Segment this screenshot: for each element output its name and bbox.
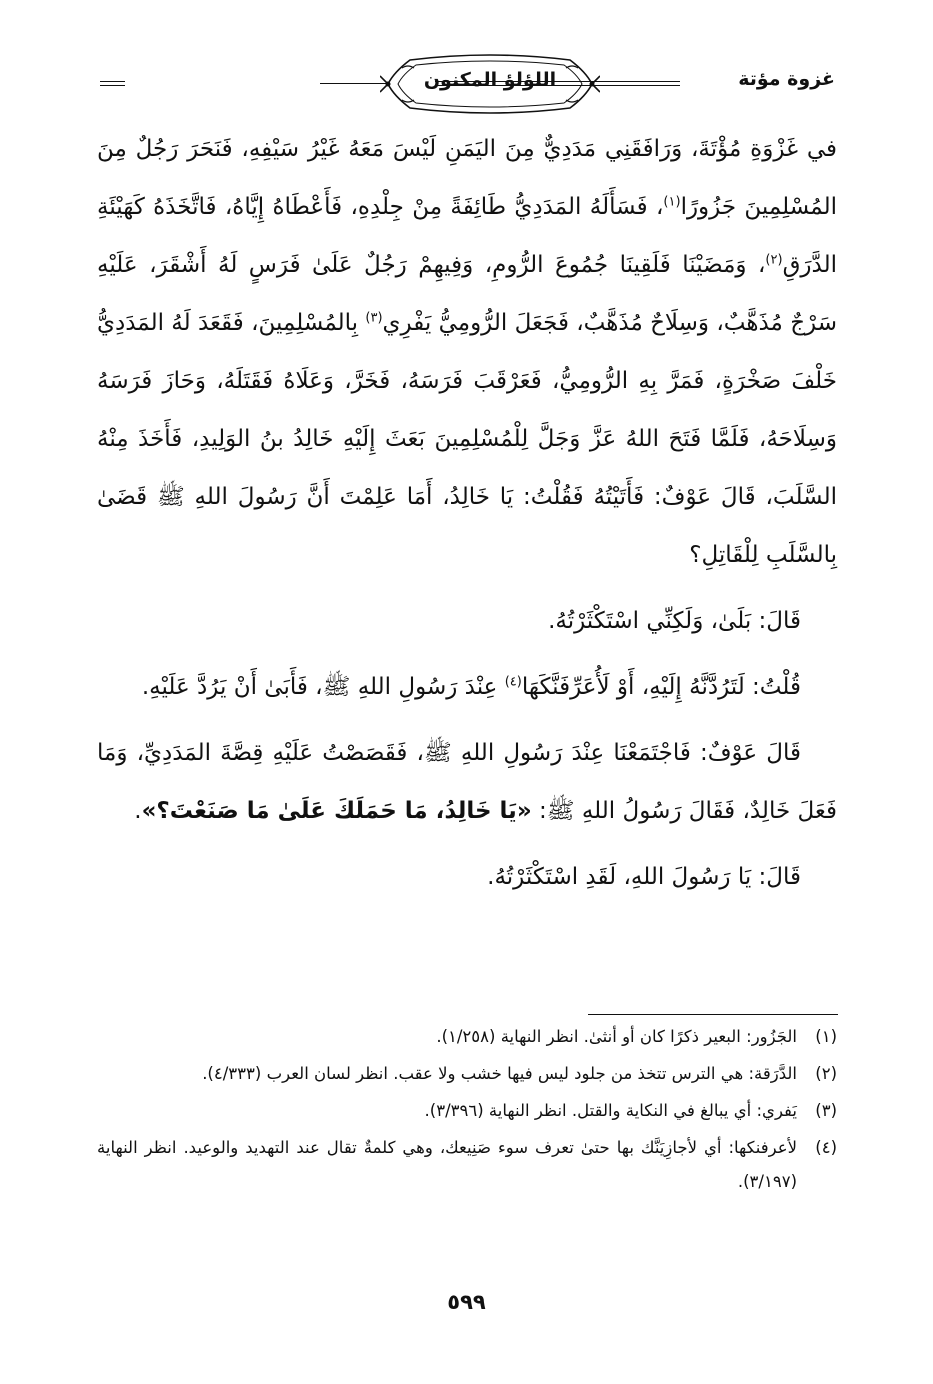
running-header xyxy=(100,52,835,122)
footnote-ref: (٤) xyxy=(504,674,522,690)
text-segment: قُلْتُ: لَتَرُدَّنَّهُ إِلَيْهِ، أَوْ لَأُعَرِّفَنَّكَهَا xyxy=(521,674,801,700)
footnote-ref: (٣) xyxy=(365,310,383,326)
footnotes xyxy=(97,1020,837,1202)
footnote xyxy=(97,1020,837,1054)
footnote-text: لأعرفنكها: أي لأجازِيَنَّك بها حتىٰ تعرف سوء صَنِيعك، وهي كلمةٌ تقال عند التهديد والوعيد. انظر النهاية (٣/١٩٧). xyxy=(97,1138,797,1191)
footnote-text: يَفري: أي يبالغ في النكاية والقتل. انظر النهاية (٣/٣٩٦). xyxy=(424,1101,797,1120)
text-segment: . xyxy=(134,798,142,824)
footnote xyxy=(97,1131,837,1199)
book-title: اللؤلؤ المكنون xyxy=(423,69,557,91)
footnote-number: (١) xyxy=(815,1027,837,1046)
text-segment: قَالَ عَوْفٌ: فَاجْتَمَعْنَا عِنْدَ رَسُولِ اللهِ ﷺ، فَقَصَصْتُ عَلَيْهِ قِصَّةَ المَدَدِيِّ، وَمَا فَعَلَ خَالِدٌ، فَقَالَ رَسُولُ اللهِ ﷺ: xyxy=(97,740,837,824)
main-text xyxy=(97,120,837,906)
footnote-separator xyxy=(588,1014,838,1015)
hadith-quote: «يَا خَالِدُ، مَا حَمَلَكَ عَلَىٰ مَا صَنَعْتَ؟» xyxy=(141,798,532,824)
footnote xyxy=(97,1057,837,1091)
book-title-ornament xyxy=(380,52,600,116)
footnote-ref: (٢) xyxy=(765,252,783,268)
paragraph xyxy=(97,658,837,716)
text-segment: ، وَمَضَيْنَا فَلَقِينَا جُمُوعَ الرُّومِ، وَفِيهِمْ رَجُلٌ عَلَىٰ فَرَسٍ لَهُ أَشْقَرَ، عَلَيْهِ سَرْجٌ مُذَهَّبٌ، وَسِلَاحٌ مُذَهَّبٌ، فَجَعَلَ الرُّومِيُّ يَفْرِي xyxy=(97,252,837,336)
paragraph xyxy=(97,724,837,840)
text-segment: في غَزْوَةِ مُؤْتَةَ، وَرَافَقَنِي مَدَدِيٌّ مِنَ اليَمَنِ لَيْسَ مَعَهُ غَيْرُ سَيْفِهِ، فَنَحَرَ رَجُلٌ مِنَ المُسْلِمِينَ جَزُورًا xyxy=(97,136,837,220)
text-segment: قَالَ: بَلَىٰ، وَلَكِنِّي اسْتَكْثَرْتُهُ. xyxy=(548,608,801,634)
paragraph xyxy=(97,592,837,650)
paragraph xyxy=(97,120,837,584)
footnote-number: (٤) xyxy=(815,1138,837,1157)
paragraph xyxy=(97,848,837,906)
footnote xyxy=(97,1094,837,1128)
text-segment: قَالَ: يَا رَسُولَ اللهِ، لَقَدِ اسْتَكْثَرْتُهُ. xyxy=(487,864,801,890)
header-rule-left-lower xyxy=(100,85,125,86)
footnote-number: (٢) xyxy=(815,1064,837,1083)
footnote-text: الجَزُور: البعير ذكرًا كان أو أنثىٰ. انظر النهاية (١/٢٥٨). xyxy=(436,1027,797,1046)
footnote-ref: (١) xyxy=(663,194,681,210)
chapter-title: غزوة مؤتة xyxy=(738,68,835,90)
footnote-number: (٣) xyxy=(815,1101,837,1120)
text-segment: بِالمُسْلِمِينَ، فَقَعَدَ لَهُ المَدَدِيُّ خَلْفَ صَخْرَةٍ، فَمَرَّ بِهِ الرُّومِيُّ، فَعَرْقَبَ فَرَسَهُ، فَخَرَّ، وَعَلَاهُ فَقَتَلَهُ، وَحَازَ فَرَسَهُ وَسِلَاحَهُ، فَلَمَّا فَتَحَ اللهُ عَزَّ وَجَلَّ لِلْمُسْلِمِينَ بَعَثَ إِلَيْهِ خَالِدُ بنُ الوَلِيدِ، فَأَخَذَ مِنْهُ السَّلَبَ، قَالَ عَوْفٌ: فَأَتَيْتُهُ فَقُلْتُ: يَا خَالِدُ، أَمَا عَلِمْتَ أَنَّ رَسُولَ اللهِ ﷺ قَضَىٰ بِالسَّلَبِ لِلْقَاتِلِ؟ xyxy=(96,310,837,568)
text-segment: ، فَسَأَلَهُ المَدَدِيُّ طَائِفَةً مِنْ جِلْدِهِ، فَأَعْطَاهُ إِيَّاهُ، فَاتَّخَذَهُ كَهَيْئَةِ الدَّرَقِ xyxy=(97,194,837,278)
page-number: ٥٩٩ xyxy=(447,1290,486,1314)
text-segment: عِنْدَ رَسُولِ اللهِ ﷺ، فَأَبَىٰ أَنْ يَرُدَّ عَلَيْهِ. xyxy=(141,674,505,700)
footnote-text: الدَّرَقة: هي الترس تتخذ من جلود ليس فيها خشب ولا عقب. انظر لسان العرب (٤/٣٣٣). xyxy=(202,1064,797,1083)
header-rule-left xyxy=(100,81,125,82)
